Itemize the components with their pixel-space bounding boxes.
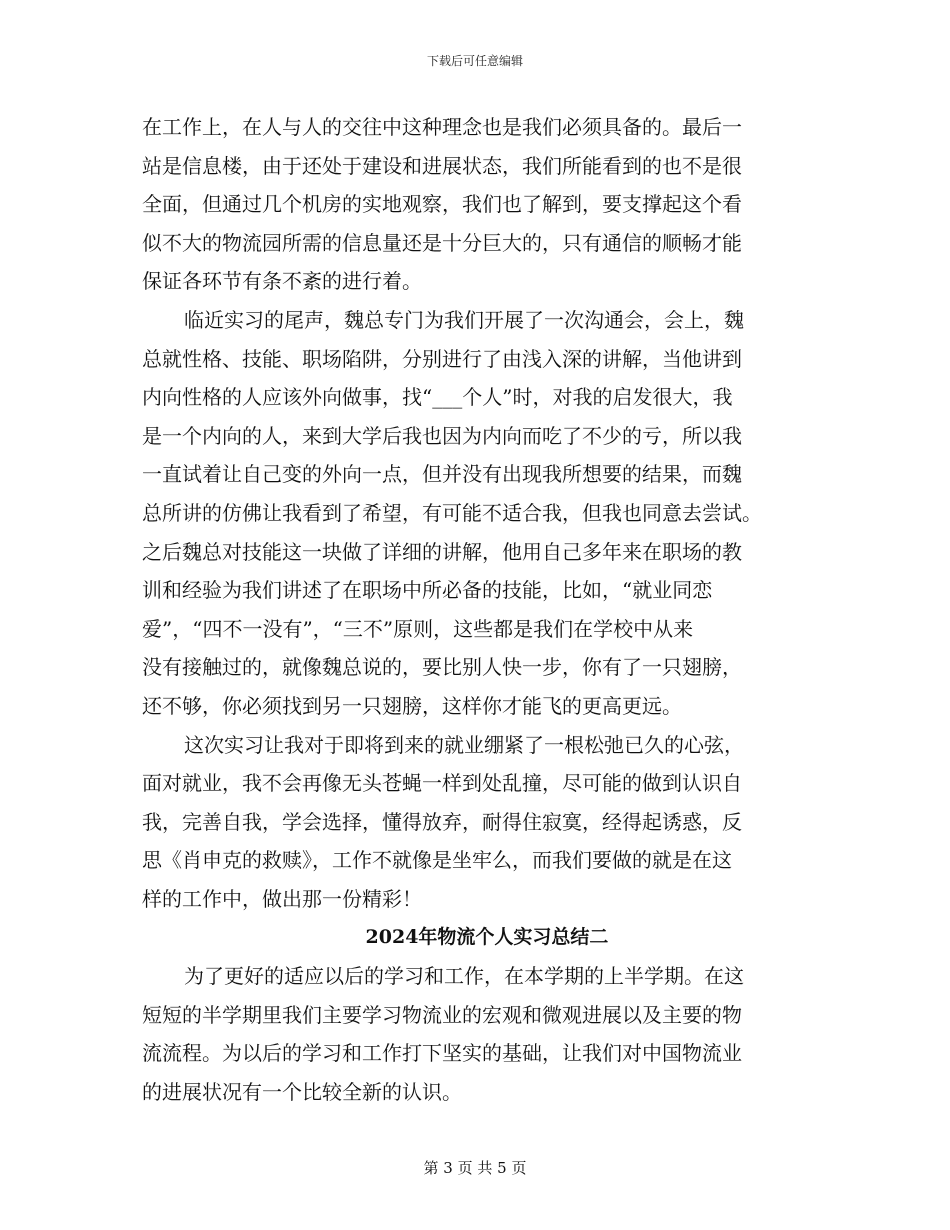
text-line: 一直试着让自己变的外向一点，但并没有出现我所想要的结果，而魏: [142, 462, 742, 487]
page-header-note: 下载后可任意编辑: [426, 54, 523, 68]
text-line: 似不大的物流园所需的信息量还是十分巨大的，只有通信的顺畅才能: [142, 230, 742, 255]
section-title: 2024年物流个人实习总结二: [365, 926, 609, 949]
text-line: 总就性格、技能、职场陷阱，分别进行了由浅入深的讲解，当他讲到: [142, 346, 742, 371]
text-line: 我，完善自我，学会选择，懂得放弃，耐得住寂寞，经得起诱惑，反: [142, 809, 742, 834]
text-line: 没有接触过的，就像魏总说的，要比别人快一步，你有了一只翅膀，: [142, 655, 742, 680]
text-line: 训和经验为我们讲述了在职场中所必备的技能，比如，“就业同恋: [142, 578, 713, 603]
text-line: 保证各环节有条不紊的进行着。: [142, 269, 422, 294]
page-number: 第 3 页 共 5 页: [423, 1159, 527, 1177]
text-line: 思《肖申克的救赎》，工作不就像是坐牢么，而我们要做的就是在这: [142, 848, 732, 873]
paragraph-first-line: 为了更好的适应以后的学习和工作，在本学期的上半学期。在这: [184, 964, 744, 989]
text-line: 流流程。为以后的学习和工作打下坚实的基础，让我们对中国物流业: [142, 1041, 742, 1066]
text-line: 是一个内向的人，来到大学后我也因为内向而吃了不少的亏，所以我: [142, 423, 742, 448]
paragraph-first-line: 临近实习的尾声，魏总专门为我们开展了一次沟通会，会上，魏: [184, 307, 744, 332]
document-body: [142, 108, 802, 1111]
text-line: 短短的半学期里我们主要学习物流业的宏观和微观进展以及主要的物: [142, 1002, 742, 1027]
text-line: 面对就业，我不会再像无头苍蝇一样到处乱撞，尽可能的做到认识自: [142, 771, 742, 796]
text-line: 爱”，“四不一没有”，“三不”原则，这些都是我们在学校中从来: [142, 616, 694, 641]
text-line: 在工作上，在人与人的交往中这种理念也是我们必须具备的。最后一: [142, 115, 742, 139]
text-line: 全面，但通过几个机房的实地观察，我们也了解到，要支撑起这个看: [142, 192, 742, 217]
text-line: 站是信息楼，由于还处于建设和进展状态，我们所能看到的也不是很: [142, 153, 742, 178]
text-line: 之后魏总对技能这一块做了详细的讲解，他用自己多年来在职场的教: [142, 539, 742, 564]
paragraph-first-line: 这次实习让我对于即将到来的就业绷紧了一根松弛已久的心弦，: [184, 732, 744, 757]
text-line: 总所讲的仿佛让我看到了希望，有可能不适合我，但我也同意去尝试。: [142, 500, 762, 525]
text-line: 内向性格的人应该外向做事，找“___个人”时，对我的启发很大，我: [142, 385, 733, 410]
text-line: 样的工作中，做出那一份精彩！: [142, 886, 422, 911]
text-line: 还不够，你必须找到另一只翅膀，这样你才能飞的更高更远。: [142, 693, 682, 718]
text-line: 的进展状况有一个比较全新的认识。: [142, 1079, 462, 1104]
